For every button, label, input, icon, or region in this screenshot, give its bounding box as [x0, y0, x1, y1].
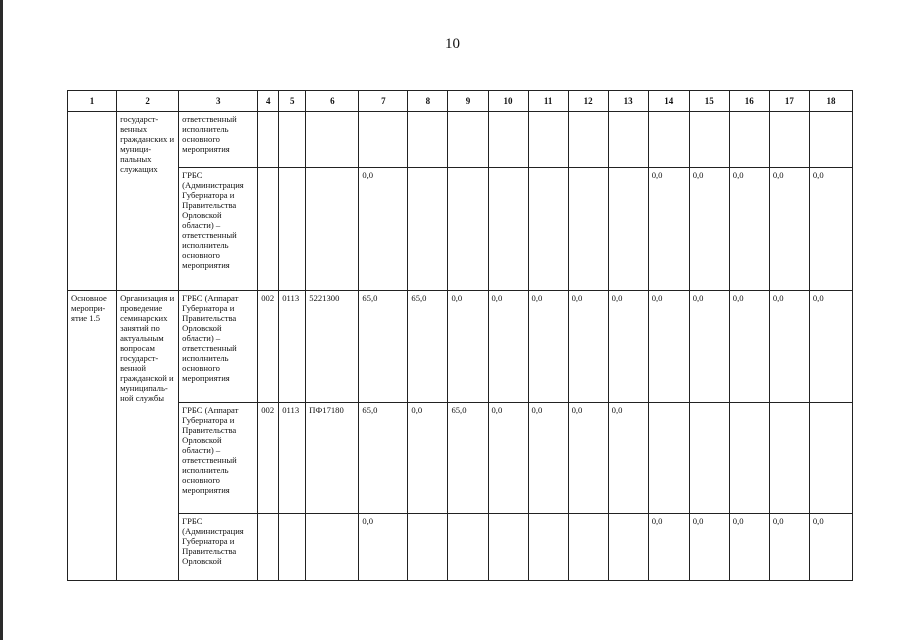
value-cell: 0,0: [648, 291, 689, 403]
value-cell: [408, 112, 448, 168]
header-cell: 13: [608, 91, 648, 112]
value-cell: [608, 514, 648, 581]
code-cell: [306, 514, 359, 581]
executor-cell: ответственный исполнитель основного мероприятия: [179, 112, 258, 168]
value-cell: [648, 112, 689, 168]
table-row: [68, 514, 853, 581]
value-cell: [448, 168, 488, 291]
scan-edge: [0, 0, 3, 640]
page-number: 10: [445, 36, 460, 52]
value-cell: [809, 403, 852, 514]
value-cell: 0,0: [729, 291, 769, 403]
value-cell: 65,0: [448, 403, 488, 514]
value-cell: [729, 403, 769, 514]
code-cell: [258, 112, 279, 168]
value-cell: [568, 112, 608, 168]
value-cell: 0,0: [648, 168, 689, 291]
value-cell: [488, 514, 528, 581]
header-cell: 10: [488, 91, 528, 112]
code-cell: [258, 514, 279, 581]
header-cell: 9: [448, 91, 488, 112]
value-cell: 65,0: [359, 291, 408, 403]
value-cell: [769, 403, 809, 514]
value-cell: [359, 112, 408, 168]
header-cell: 12: [568, 91, 608, 112]
value-cell: [689, 112, 729, 168]
header-cell: 7: [359, 91, 408, 112]
header-row: [68, 91, 853, 112]
header-cell: 18: [809, 91, 852, 112]
code-cell: ПФ17180: [306, 403, 359, 514]
code-cell: 5221300: [306, 291, 359, 403]
code-cell: [279, 168, 306, 291]
value-cell: 0,0: [729, 514, 769, 581]
code-cell: [279, 112, 306, 168]
measure-cell: [68, 112, 117, 291]
measure-name-cell: государст-венных гражданских и муници-пальных служащих: [117, 112, 179, 291]
value-cell: 0,0: [568, 291, 608, 403]
program-table: [67, 90, 853, 581]
executor-cell: ГРБС (Администрация Губернатора и Правительства Орловской: [179, 514, 258, 581]
value-cell: 0,0: [528, 403, 568, 514]
value-cell: 0,0: [608, 403, 648, 514]
header-cell: 5: [279, 91, 306, 112]
value-cell: [809, 112, 852, 168]
executor-cell: ГРБС (Аппарат Губернатора и Правительства Орловской области) – ответственный исполнитель основного мероприятия: [179, 291, 258, 403]
code-cell: 0113: [279, 291, 306, 403]
table-row: [68, 112, 853, 168]
header-cell: 2: [117, 91, 179, 112]
table-row: [68, 403, 853, 514]
header-cell: 15: [689, 91, 729, 112]
code-cell: [306, 168, 359, 291]
table-row: [68, 291, 853, 403]
value-cell: 0,0: [809, 291, 852, 403]
measure-cell: Основное меропри-ятие 1.5: [68, 291, 117, 581]
value-cell: 0,0: [769, 168, 809, 291]
value-cell: [448, 112, 488, 168]
value-cell: [488, 168, 528, 291]
value-cell: 0,0: [809, 168, 852, 291]
value-cell: [568, 168, 608, 291]
value-cell: 0,0: [648, 514, 689, 581]
header-cell: 6: [306, 91, 359, 112]
value-cell: [528, 514, 568, 581]
table-row: [68, 168, 853, 291]
code-cell: 002: [258, 403, 279, 514]
value-cell: 0,0: [608, 291, 648, 403]
header-cell: 16: [729, 91, 769, 112]
value-cell: 0,0: [528, 291, 568, 403]
value-cell: 0,0: [689, 514, 729, 581]
executor-cell: ГРБС (Администрация Губернатора и Правительства Орловской области) – ответственный исполнитель основного мероприятия: [179, 168, 258, 291]
code-cell: [279, 514, 306, 581]
value-cell: 0,0: [729, 168, 769, 291]
value-cell: [408, 168, 448, 291]
value-cell: 0,0: [769, 291, 809, 403]
value-cell: 0,0: [488, 291, 528, 403]
value-cell: [408, 514, 448, 581]
value-cell: [448, 514, 488, 581]
header-cell: 14: [648, 91, 689, 112]
header-cell: 8: [408, 91, 448, 112]
header-cell: 3: [179, 91, 258, 112]
value-cell: 0,0: [359, 168, 408, 291]
header-cell: 1: [68, 91, 117, 112]
value-cell: 65,0: [359, 403, 408, 514]
code-cell: [306, 112, 359, 168]
value-cell: 0,0: [359, 514, 408, 581]
value-cell: [568, 514, 608, 581]
value-cell: 0,0: [769, 514, 809, 581]
code-cell: 0113: [279, 403, 306, 514]
value-cell: [769, 112, 809, 168]
value-cell: [608, 112, 648, 168]
value-cell: 0,0: [408, 403, 448, 514]
value-cell: [608, 168, 648, 291]
header-cell: 17: [769, 91, 809, 112]
value-cell: 0,0: [448, 291, 488, 403]
value-cell: [729, 112, 769, 168]
value-cell: 0,0: [689, 291, 729, 403]
executor-cell: ГРБС (Аппарат Губернатора и Правительства Орловской области) – ответственный исполнитель основного мероприятия: [179, 403, 258, 514]
value-cell: [648, 403, 689, 514]
value-cell: [488, 112, 528, 168]
value-cell: [528, 168, 568, 291]
value-cell: 65,0: [408, 291, 448, 403]
header-cell: 4: [258, 91, 279, 112]
code-cell: 002: [258, 291, 279, 403]
value-cell: [528, 112, 568, 168]
value-cell: 0,0: [809, 514, 852, 581]
value-cell: 0,0: [488, 403, 528, 514]
measure-name-cell: Организация и проведение семинарских занятий по актуальным вопросам государст-венной гражданской и муниципаль-ной службы: [117, 291, 179, 581]
value-cell: 0,0: [568, 403, 608, 514]
header-cell: 11: [528, 91, 568, 112]
code-cell: [258, 168, 279, 291]
value-cell: [689, 403, 729, 514]
value-cell: 0,0: [689, 168, 729, 291]
